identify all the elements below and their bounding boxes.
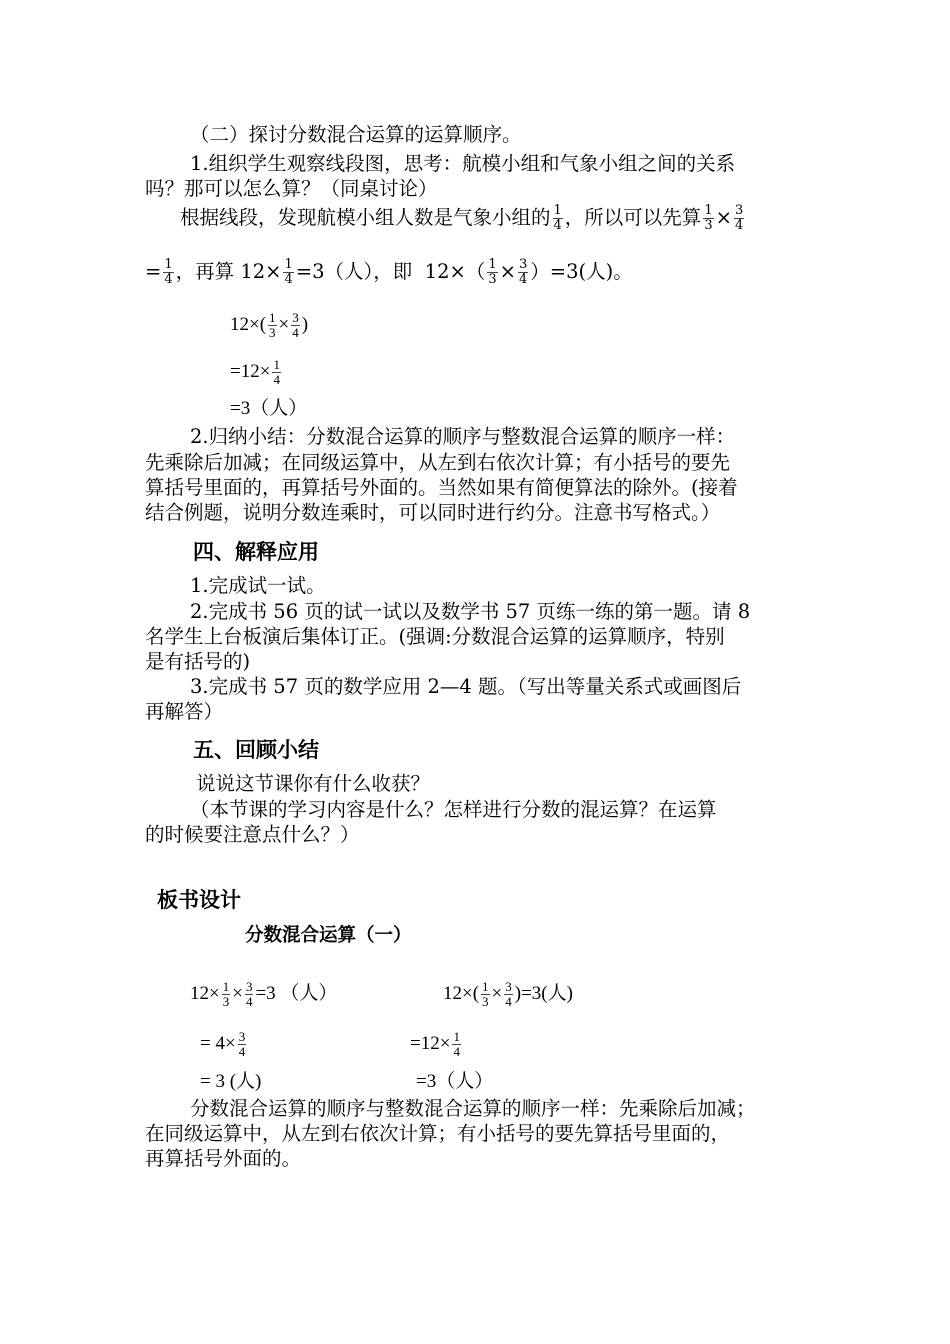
fraction: $\frac{3}{4}$ [245, 979, 253, 1009]
board-calc-left: 12× $\frac{1}{3}$ × $\frac{3}{4}$ =3 （人） [190, 979, 338, 1009]
section-title: （二）探讨分数混合运算的运算顺序。 [190, 123, 522, 146]
board-calc-left: = 3 (人) [200, 1071, 262, 1092]
board-calc-right: =12× $\frac{1}{4}$ [410, 1029, 460, 1059]
list-item: 1.完成试一试。 [190, 574, 326, 597]
fraction: $\frac{1}{3}$ [488, 257, 497, 287]
fraction: $\frac{3}{4}$ [292, 310, 299, 340]
summary-line: 2.归纳小结：分数混合运算的顺序与整数混合运算的顺序一样： [190, 425, 736, 448]
list-item: 再解答） [145, 700, 224, 723]
analysis-line: 根据线段，发现航模小组人数是气象小组的 $\frac{1}{4}$ ，所以可以先算 $\frac{1}{3}$ × $\frac{3}{4}$ [180, 203, 744, 233]
analysis-line: = $\frac{1}{4}$ ，再算 12× $\frac{1}{4}$ =3（人），即 12×（ $\frac{1}{3}$ × $\frac{3}{4}$ ）=3(人)。 [145, 257, 633, 287]
fraction: $\frac{1}{4}$ [284, 257, 293, 287]
fraction: $\frac{1}{4}$ [164, 257, 173, 287]
board-summary-line: 再算括号外面的。 [145, 1147, 302, 1170]
paragraph: 说说这节课你有什么收获？ [196, 772, 431, 795]
paragraph: （本节课的学习内容是什么？怎样进行分数的混运算？在运算 [190, 798, 717, 821]
board-heading: 板书设计 [157, 888, 241, 912]
question-line: 吗？那可以怎么算？（同桌讨论） [145, 177, 438, 200]
fraction: $\frac{1}{3}$ [269, 310, 276, 340]
list-item: 名学生上台板演后集体订正。(强调:分数混合运算的运算顺序，特别 [145, 625, 725, 648]
calc-step: =12× $\frac{1}{4}$ [230, 357, 280, 387]
summary-line: 算括号里面的，再算括号外面的。当然如果有简便算法的除外。(接着 [145, 476, 738, 499]
paragraph: 的时候要注意点什么？） [145, 823, 360, 846]
fraction: $\frac{3}{4}$ [505, 979, 512, 1009]
summary-line: 结合例题，说明分数连乘时，可以同时进行约分。注意书写格式。） [145, 501, 721, 524]
section-heading: 五、回顾小结 [193, 738, 319, 762]
fraction: $\frac{3}{4}$ [518, 257, 528, 287]
fraction: $\frac{1}{4}$ [553, 203, 562, 233]
fraction: $\frac{1}{3}$ [222, 979, 230, 1009]
fraction: $\frac{1}{3}$ [704, 203, 713, 233]
board-title: 分数混合运算（一） [245, 925, 412, 946]
fraction: $\frac{3}{4}$ [734, 203, 744, 233]
board-summary-line: 分数混合运算的顺序与整数混合运算的顺序一样：先乘除后加减； [190, 1097, 756, 1120]
board-calc-right: =3（人） [416, 1071, 494, 1092]
fraction: $\frac{3}{4}$ [238, 1029, 246, 1059]
question-line: 1.组织学生观察线段图，思考：航模小组和气象小组之间的关系 [190, 152, 736, 175]
summary-line: 先乘除后加减；在同级运算中，从左到右依次计算；有小括号的要先 [145, 451, 731, 474]
calc-step: 12×( $\frac{1}{3}$ × $\frac{3}{4}$ ) [230, 310, 309, 340]
board-calc-right: 12×( $\frac{1}{3}$ × $\frac{3}{4}$ )=3(人) [443, 979, 573, 1009]
fraction: $\frac{1}{4}$ [453, 1029, 460, 1059]
section-heading: 四、解释应用 [193, 540, 319, 564]
fraction: $\frac{1}{3}$ [482, 979, 489, 1009]
list-item: 3.完成书 57 页的数学应用 2—4 题。（写出等量关系式或画图后 [190, 675, 742, 698]
board-calc-left: = 4× $\frac{3}{4}$ [200, 1029, 246, 1059]
fraction: $\frac{1}{4}$ [273, 357, 280, 387]
list-item: 是有括号的) [145, 650, 251, 673]
calc-step: =3（人） [230, 398, 308, 419]
board-summary-line: 在同级运算中，从左到右依次计算；有小括号的要先算括号里面的， [145, 1122, 731, 1145]
list-item: 2.完成书 56 页的试一试以及数学书 57 页练一练的第一题。请 8 [190, 600, 751, 623]
